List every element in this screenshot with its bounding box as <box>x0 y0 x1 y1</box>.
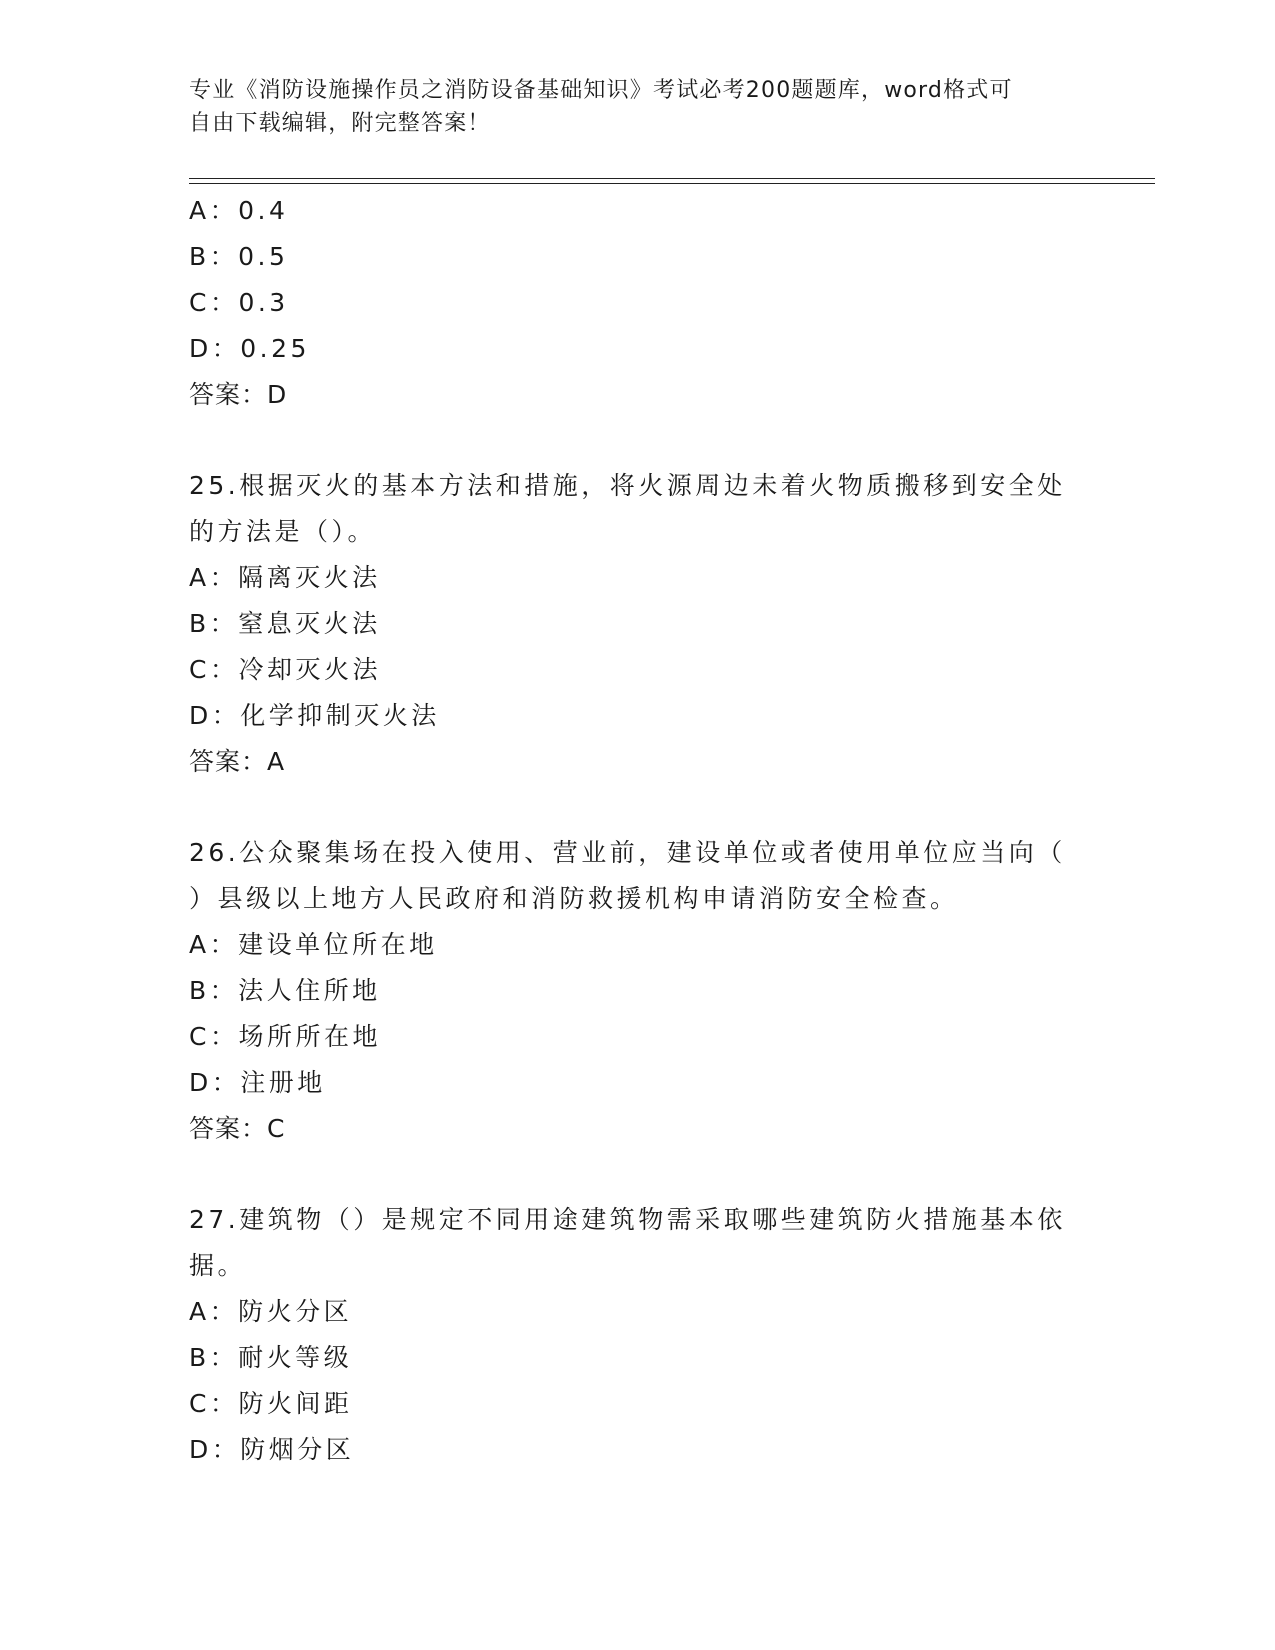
question-stem-line-1: 26.公众聚集场在投入使用、营业前，建设单位或者使用单位应当向（ <box>189 838 1066 867</box>
question-stem-line-2: 据。 <box>189 1251 247 1280</box>
header-divider-bottom <box>189 183 1155 184</box>
option-b: B：耐火等级 <box>189 1343 353 1372</box>
option-d: D：0.25 <box>189 334 310 363</box>
option-d: D：防烟分区 <box>189 1435 355 1464</box>
option-c: C：0.3 <box>189 288 289 317</box>
spacer <box>189 418 1089 463</box>
question-stem-line-2: ）县级以上地方人民政府和消防救援机构申请消防安全检查。 <box>189 884 959 913</box>
header-title-line-2: 自由下载编辑，附完整答案！ <box>189 111 491 136</box>
option-b: B：窒息灭火法 <box>189 609 381 638</box>
answer-line: 答案：A <box>189 747 286 776</box>
question-25 <box>189 463 1089 785</box>
question-26 <box>189 830 1089 1152</box>
option-a: A：0.4 <box>189 196 289 225</box>
question-stem-line-1: 27.建筑物（）是规定不同用途建筑物需采取哪些建筑防火措施基本依 <box>189 1205 1066 1234</box>
answer-line: 答案：D <box>189 380 288 409</box>
option-d: D：注册地 <box>189 1068 326 1097</box>
option-b: B：0.5 <box>189 242 289 271</box>
answer-line: 答案：C <box>189 1114 286 1143</box>
question-24 <box>189 188 1089 418</box>
question-list <box>189 188 1089 1473</box>
option-b: B：法人住所地 <box>189 976 381 1005</box>
option-c: C：场所所在地 <box>189 1022 381 1051</box>
option-a: A：隔离灭火法 <box>189 563 381 592</box>
spacer <box>189 785 1089 830</box>
document-header <box>189 74 1089 140</box>
question-stem-line-2: 的方法是（）。 <box>189 517 377 546</box>
option-c: C：防火间距 <box>189 1389 353 1418</box>
question-stem-line-1: 25.根据灭火的基本方法和措施，将火源周边未着火物质搬移到安全处 <box>189 471 1066 500</box>
spacer <box>189 1152 1089 1197</box>
header-title-line-1: 专业《消防设施操作员之消防设备基础知识》考试必考200题题库，word格式可 <box>189 78 1013 103</box>
option-c: C：冷却灭火法 <box>189 655 381 684</box>
question-27 <box>189 1197 1089 1473</box>
option-d: D：化学抑制灭火法 <box>189 701 440 730</box>
header-divider-top <box>189 178 1155 179</box>
option-a: A：建设单位所在地 <box>189 930 438 959</box>
option-a: A：防火分区 <box>189 1297 353 1326</box>
